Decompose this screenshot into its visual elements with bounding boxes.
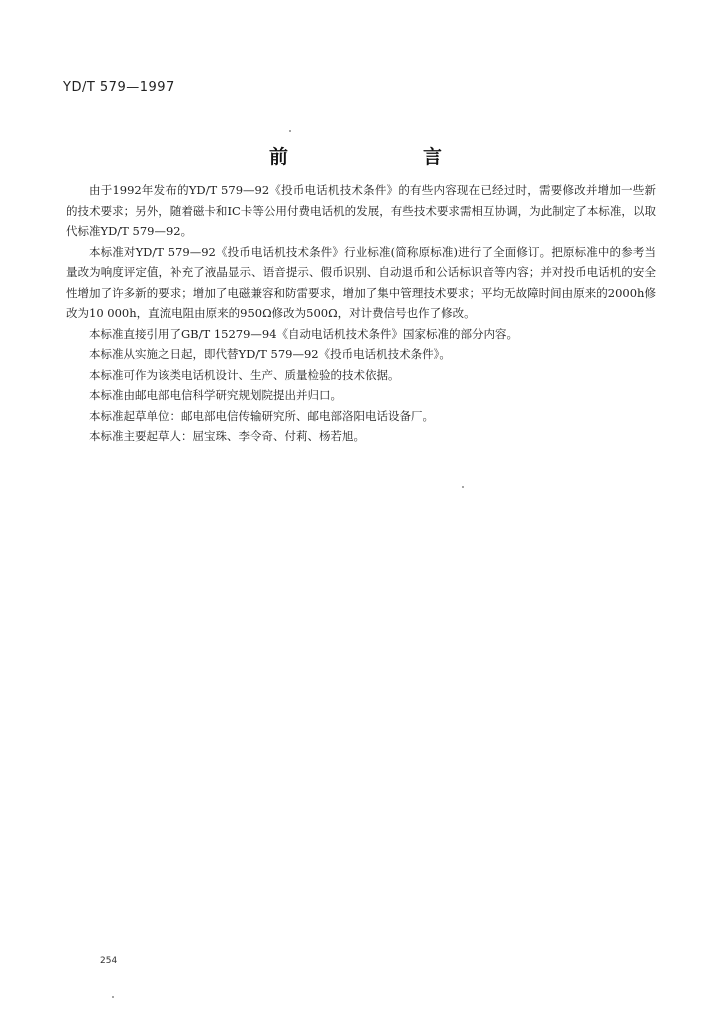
paragraph-supersedes: 本标准从实施之日起，即代替YD/T 579—92《投币电话机技术条件》。 [89,347,451,361]
paragraph-reference: 本标准直接引用了GB/T 15279—94《自动电话机技术条件》国家标准的部分内容。 [89,326,519,341]
paragraph-proposer: 本标准由邮电部电信科学研究规划院提出并归口。 [89,388,342,402]
scan-speck [289,130,291,132]
foreword-body [66,180,656,447]
paragraph-drafters: 本标准主要起草人：屈宝珠、李令奇、付莉、杨若旭。 [89,429,365,443]
page-number: 254 [100,956,118,966]
paragraph-usage: 本标准可作为该类电话机设计、生产、质量检验的技术依据。 [89,367,400,382]
scan-speck [462,486,464,488]
paragraph-background: 由于1992年发布的YD/T 579—92《投币电话机技术条件》的有些内容现在已经过时，需要修改并增加一些新的技术要求；另外，随着磁卡和IC卡等公用付费电话机的发展，有些技术要求需相互协调，为此制定了本标准，以取代标准YD/T 579—92。 [66,183,656,238]
standard-code: YD/T 579—1997 [63,80,175,95]
page-title: 前 言 [268,146,500,168]
paragraph-revision-summary: 本标准对YD/T 579—92《投币电话机技术条件》行业标准(简称原标准)进行了全面修订。把原标准中的参考当量改为响度评定值，补充了液晶显示、语音提示、假币识别、自动退币和公话标识音等内容；并对投币电话机的安全性增加了许多新的要求；增加了电磁兼容和防雷要求，增加了集中管理技术要求；平均无故障时间由原来的2000h修改为10 000h，直流电阻由原来的950Ω修改为500Ω，对计费信号也作了修改。 [66,244,656,320]
paragraph-drafting-units: 本标准起草单位：邮电部电信传输研究所、邮电部洛阳电话设备厂。 [89,408,434,423]
scan-speck [112,996,114,998]
